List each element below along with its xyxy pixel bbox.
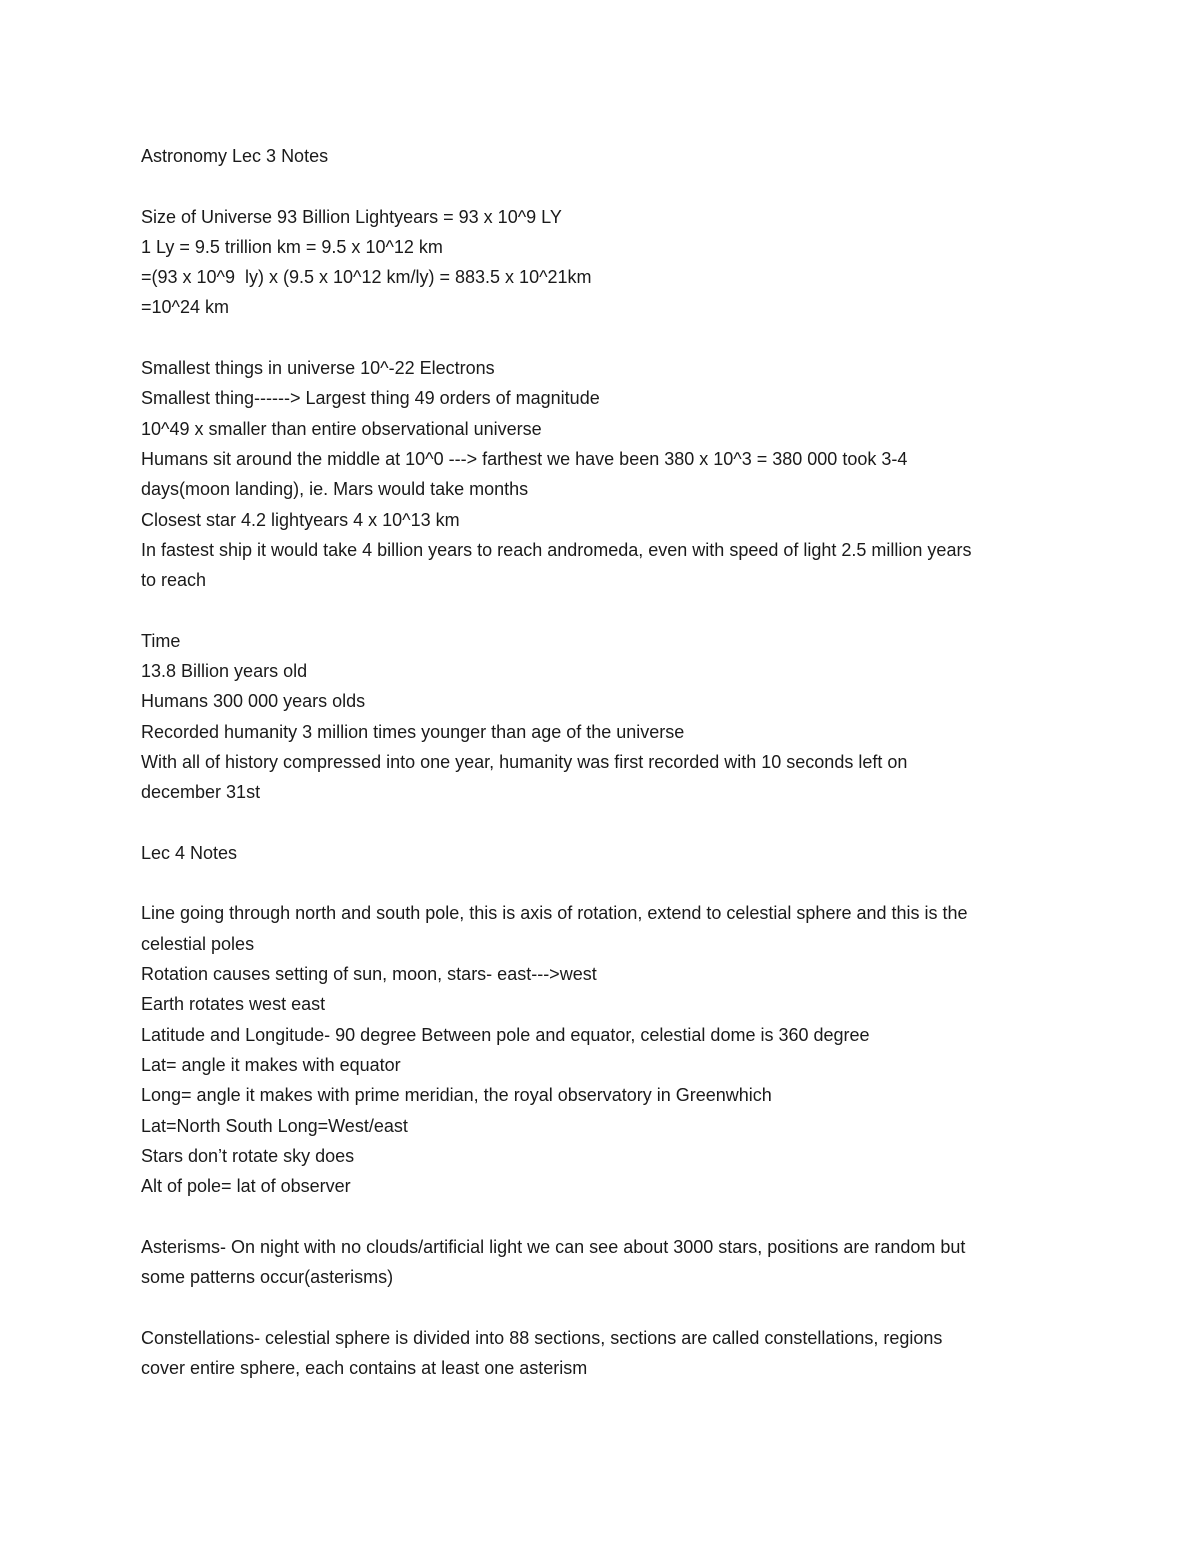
text-line: Time	[141, 630, 181, 651]
text-line: Smallest things in universe 10^-22 Electrons	[141, 358, 495, 379]
text-line: cover entire sphere, each contains at least one asterism	[141, 1357, 588, 1378]
size-of-universe-section	[141, 202, 1071, 323]
text-line: Latitude and Longitude- 90 degree Between pole and equator, celestial dome is 360 degree	[141, 1024, 870, 1045]
blank-line	[141, 808, 1071, 838]
text-line: Smallest thing------> Largest thing 49 orders of magnitude	[141, 388, 600, 409]
blank-line	[141, 595, 1071, 625]
text-line: =(93 x 10^9 ly) x (9.5 x 10^12 km/ly) = 883.5 x 10^21km	[141, 267, 592, 288]
text-line: days(moon landing), ie. Mars would take months	[141, 479, 529, 500]
text-line: =10^24 km	[141, 297, 229, 318]
text-line: december 31st	[141, 782, 261, 803]
text-line: 13.8 Billion years old	[141, 661, 308, 682]
blank-line	[141, 1292, 1071, 1322]
text-line: celestial poles	[141, 933, 255, 954]
asterisms-section	[141, 1232, 1071, 1293]
text-line: With all of history compressed into one year, humanity was first recorded with 10 seconds left on	[141, 751, 908, 772]
lec4-section	[141, 898, 1071, 1201]
text-line: Closest star 4.2 lightyears 4 x 10^13 km	[141, 509, 460, 530]
text-line: Stars don’t rotate sky does	[141, 1145, 355, 1166]
text-line: Earth rotates west east	[141, 994, 326, 1015]
text-line: 10^49 x smaller than entire observational universe	[141, 418, 542, 439]
document-title: Astronomy Lec 3 Notes	[141, 146, 329, 166]
text-line: Recorded humanity 3 million times younger than age of the universe	[141, 721, 685, 742]
text-line: Lat=North South Long=West/east	[141, 1115, 408, 1136]
document-body	[141, 141, 1071, 1383]
text-line: Line going through north and south pole, this is axis of rotation, extend to celestial sphere and this is the	[141, 903, 968, 924]
text-line: Rotation causes setting of sun, moon, stars- east--->west	[141, 964, 597, 985]
lec4-heading: Lec 4 Notes	[141, 842, 238, 863]
text-line: Asterisms- On night with no clouds/artificial light we can see about 3000 stars, positions are random but	[141, 1236, 966, 1257]
time-section	[141, 626, 1071, 808]
text-line: In fastest ship it would take 4 billion years to reach andromeda, even with speed of light 2.5 million years	[141, 539, 972, 560]
text-line: Constellations- celestial sphere is divided into 88 sections, sections are called constellations, regions	[141, 1327, 943, 1348]
text-line: some patterns occur(asterisms)	[141, 1266, 394, 1287]
blank-line	[141, 868, 1071, 898]
smallest-things-section	[141, 353, 1071, 595]
text-line: Long= angle it makes with prime meridian, the royal observatory in Greenwhich	[141, 1085, 772, 1106]
blank-line	[141, 323, 1071, 353]
text-line: Humans 300 000 years olds	[141, 691, 366, 712]
text-line: Lat= angle it makes with equator	[141, 1054, 401, 1075]
text-line: 1 Ly = 9.5 trillion km = 9.5 x 10^12 km	[141, 236, 443, 257]
text-line: Alt of pole= lat of observer	[141, 1176, 351, 1197]
constellations-section	[141, 1323, 1071, 1384]
text-line: Size of Universe 93 Billion Lightyears = 93 x 10^9 LY	[141, 206, 562, 227]
text-line: Humans sit around the middle at 10^0 ---> farthest we have been 380 x 10^3 = 380 000 took 3-4	[141, 448, 908, 469]
blank-line	[141, 171, 1071, 201]
blank-line	[141, 1201, 1071, 1231]
text-line: to reach	[141, 570, 207, 591]
